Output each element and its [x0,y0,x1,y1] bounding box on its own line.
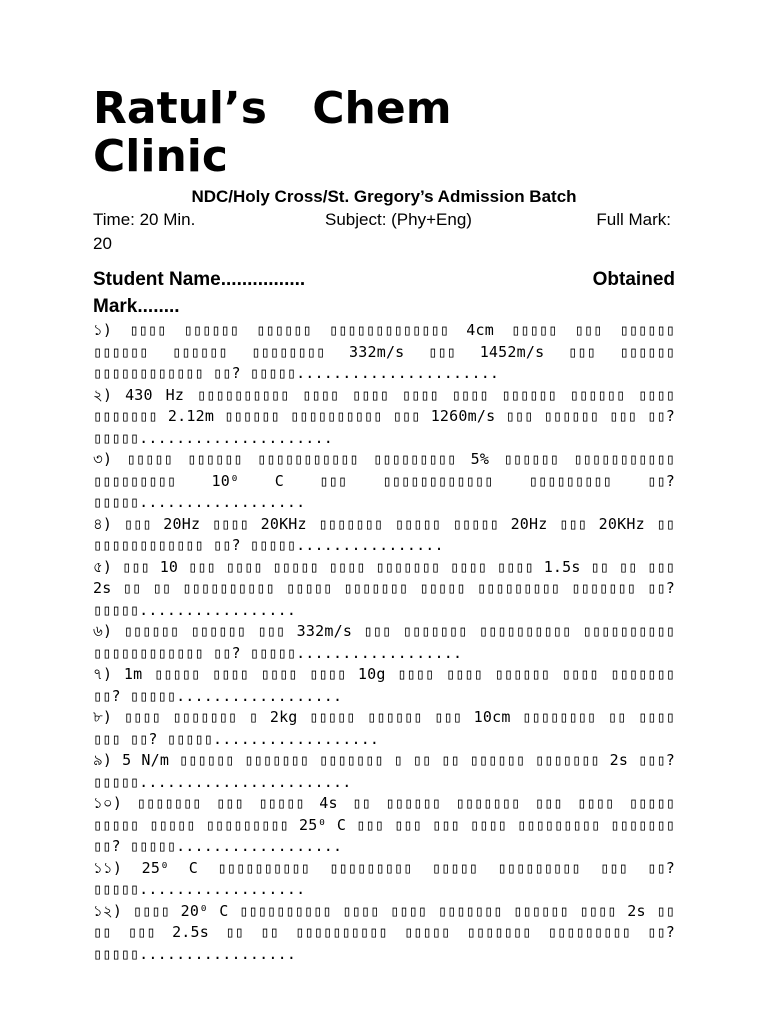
question-list [93,320,675,965]
exam-sheet [93,82,675,965]
mark-field: Mark........ [93,296,180,317]
exam-info-row [93,208,675,256]
student-name-field: Student Name................ [93,269,306,290]
title-line-1: Ratul’s Chem [93,83,452,134]
full-mark-label: Full Mark: [596,210,671,229]
full-mark-value: 20 [93,234,112,253]
question-item: ৮) ▯▯▯▯ ▯▯▯▯▯▯▯ ▯ 2kg ▯▯▯▯▯ ▯▯▯▯▯▯ ▯▯▯ 10cm ▯▯▯▯▯▯▯▯ ▯▯ ▯▯▯▯ ▯▯▯ ▯▯? ▯▯▯▯▯.................. [93,708,675,748]
question-item: ৪) ▯▯▯ 20Hz ▯▯▯▯ 20KHz ▯▯▯▯▯▯▯ ▯▯▯▯▯ ▯▯▯▯▯ 20Hz ▯▯▯ 20KHz ▯▯ ▯▯▯▯▯▯▯▯▯▯▯▯ ▯▯? ▯▯▯▯▯................ [93,514,675,554]
question-item: ১২) ▯▯▯▯ 20⁰ C ▯▯▯▯▯▯▯▯▯▯ ▯▯▯▯ ▯▯▯▯ ▯▯▯▯▯▯▯ ▯▯▯▯▯▯ ▯▯▯▯ 2s ▯▯ ▯▯ ▯▯▯ 2.5s ▯▯ ▯▯ ▯▯▯▯▯▯▯▯▯▯ ▯▯▯▯▯ ▯▯▯▯▯▯▯ ▯▯▯▯▯▯▯▯▯ ▯▯? ▯▯▯▯▯................. [93,901,675,963]
question-item: ৫) ▯▯▯ 10 ▯▯▯ ▯▯▯▯ ▯▯▯▯▯ ▯▯▯▯ ▯▯▯▯▯▯▯ ▯▯▯▯ ▯▯▯▯ 1.5s ▯▯ ▯▯ ▯▯▯ 2s ▯▯ ▯▯ ▯▯▯▯▯▯▯▯▯▯ ▯▯▯▯▯ ▯▯▯▯▯▯▯ ▯▯▯▯▯ ▯▯▯▯▯▯▯▯▯ ▯▯▯▯▯▯▯ ▯▯? ▯▯▯▯▯................. [93,557,675,619]
question-item: ১০) ▯▯▯▯▯▯▯ ▯▯▯ ▯▯▯▯▯ 4s ▯▯ ▯▯▯▯▯▯ ▯▯▯▯▯▯▯ ▯▯▯ ▯▯▯▯ ▯▯▯▯▯ ▯▯▯▯▯ ▯▯▯▯▯ ▯▯▯▯▯▯▯▯▯ 25⁰ C ▯▯▯ ▯▯▯ ▯▯▯ ▯▯▯▯ ▯▯▯▯▯▯▯▯▯ ▯▯▯▯▯▯▯ ▯▯? ▯▯▯▯▯.................. [93,794,675,855]
student-info-row [93,266,675,320]
question-item: ৯) 5 N/m ▯▯▯▯▯▯ ▯▯▯▯▯▯▯ ▯▯▯▯▯▯▯ ▯ ▯▯ ▯▯ ▯▯▯▯▯▯ ▯▯▯▯▯▯▯ 2s ▯▯▯? ▯▯▯▯▯....................... [93,751,675,791]
question-item: ৩) ▯▯▯▯▯ ▯▯▯▯▯▯ ▯▯▯▯▯▯▯▯▯▯▯ ▯▯▯▯▯▯▯▯▯ 5% ▯▯▯▯▯▯ ▯▯▯▯▯▯▯▯▯▯▯ ▯▯▯▯▯▯▯▯▯ 10⁰ C ▯▯▯ ▯▯▯▯▯▯▯▯▯▯▯▯ ▯▯▯▯▯▯▯▯▯ ▯▯? ▯▯▯▯▯.................. [93,450,675,511]
title-line-2: Clinic [93,131,228,182]
question-item: ১) ▯▯▯▯ ▯▯▯▯▯▯ ▯▯▯▯▯▯ ▯▯▯▯▯▯▯▯▯▯▯▯▯ 4cm ▯▯▯▯▯ ▯▯▯ ▯▯▯▯▯▯ ▯▯▯▯▯▯ ▯▯▯▯▯▯ ▯▯▯▯▯▯▯▯ 332m/s ▯▯▯ 1452m/s ▯▯▯ ▯▯▯▯▯▯ ▯▯▯▯▯▯▯▯▯▯▯▯ ▯▯? ▯▯▯▯▯...................... [93,321,675,382]
subject-label: Subject: (Phy+Eng) [325,210,472,229]
batch-heading: NDC/Holy Cross/St. Gregory’s Admission Batch [191,187,577,206]
question-item: ২) 430 Hz ▯▯▯▯▯▯▯▯▯▯ ▯▯▯▯ ▯▯▯▯ ▯▯▯▯ ▯▯▯▯ ▯▯▯▯▯▯ ▯▯▯▯▯▯ ▯▯▯▯ ▯▯▯▯▯▯▯ 2.12m ▯▯▯▯▯▯ ▯▯▯▯▯▯▯▯▯▯ ▯▯▯ 1260m/s ▯▯▯ ▯▯▯▯▯▯ ▯▯▯ ▯▯? ▯▯▯▯▯..................... [93,385,675,447]
time-label: Time: 20 Min. [93,210,196,229]
question-item: ৭) 1m ▯▯▯▯▯ ▯▯▯▯ ▯▯▯▯ ▯▯▯▯ 10g ▯▯▯▯ ▯▯▯▯ ▯▯▯▯▯▯ ▯▯▯▯ ▯▯▯▯▯▯▯ ▯▯? ▯▯▯▯▯.................. [93,665,675,705]
question-item: ৬) ▯▯▯▯▯▯ ▯▯▯▯▯▯ ▯▯▯ 332m/s ▯▯▯ ▯▯▯▯▯▯▯ ▯▯▯▯▯▯▯▯▯▯ ▯▯▯▯▯▯▯▯▯▯ ▯▯▯▯▯▯▯▯▯▯▯▯ ▯▯? ▯▯▯▯▯.................. [93,622,675,662]
question-item: ১১) 25⁰ C ▯▯▯▯▯▯▯▯▯▯ ▯▯▯▯▯▯▯▯▯ ▯▯▯▯▯ ▯▯▯▯▯▯▯▯▯ ▯▯▯ ▯▯? ▯▯▯▯▯.................. [93,858,675,898]
page-title [93,82,675,184]
obtained-label: Obtained [592,269,675,290]
